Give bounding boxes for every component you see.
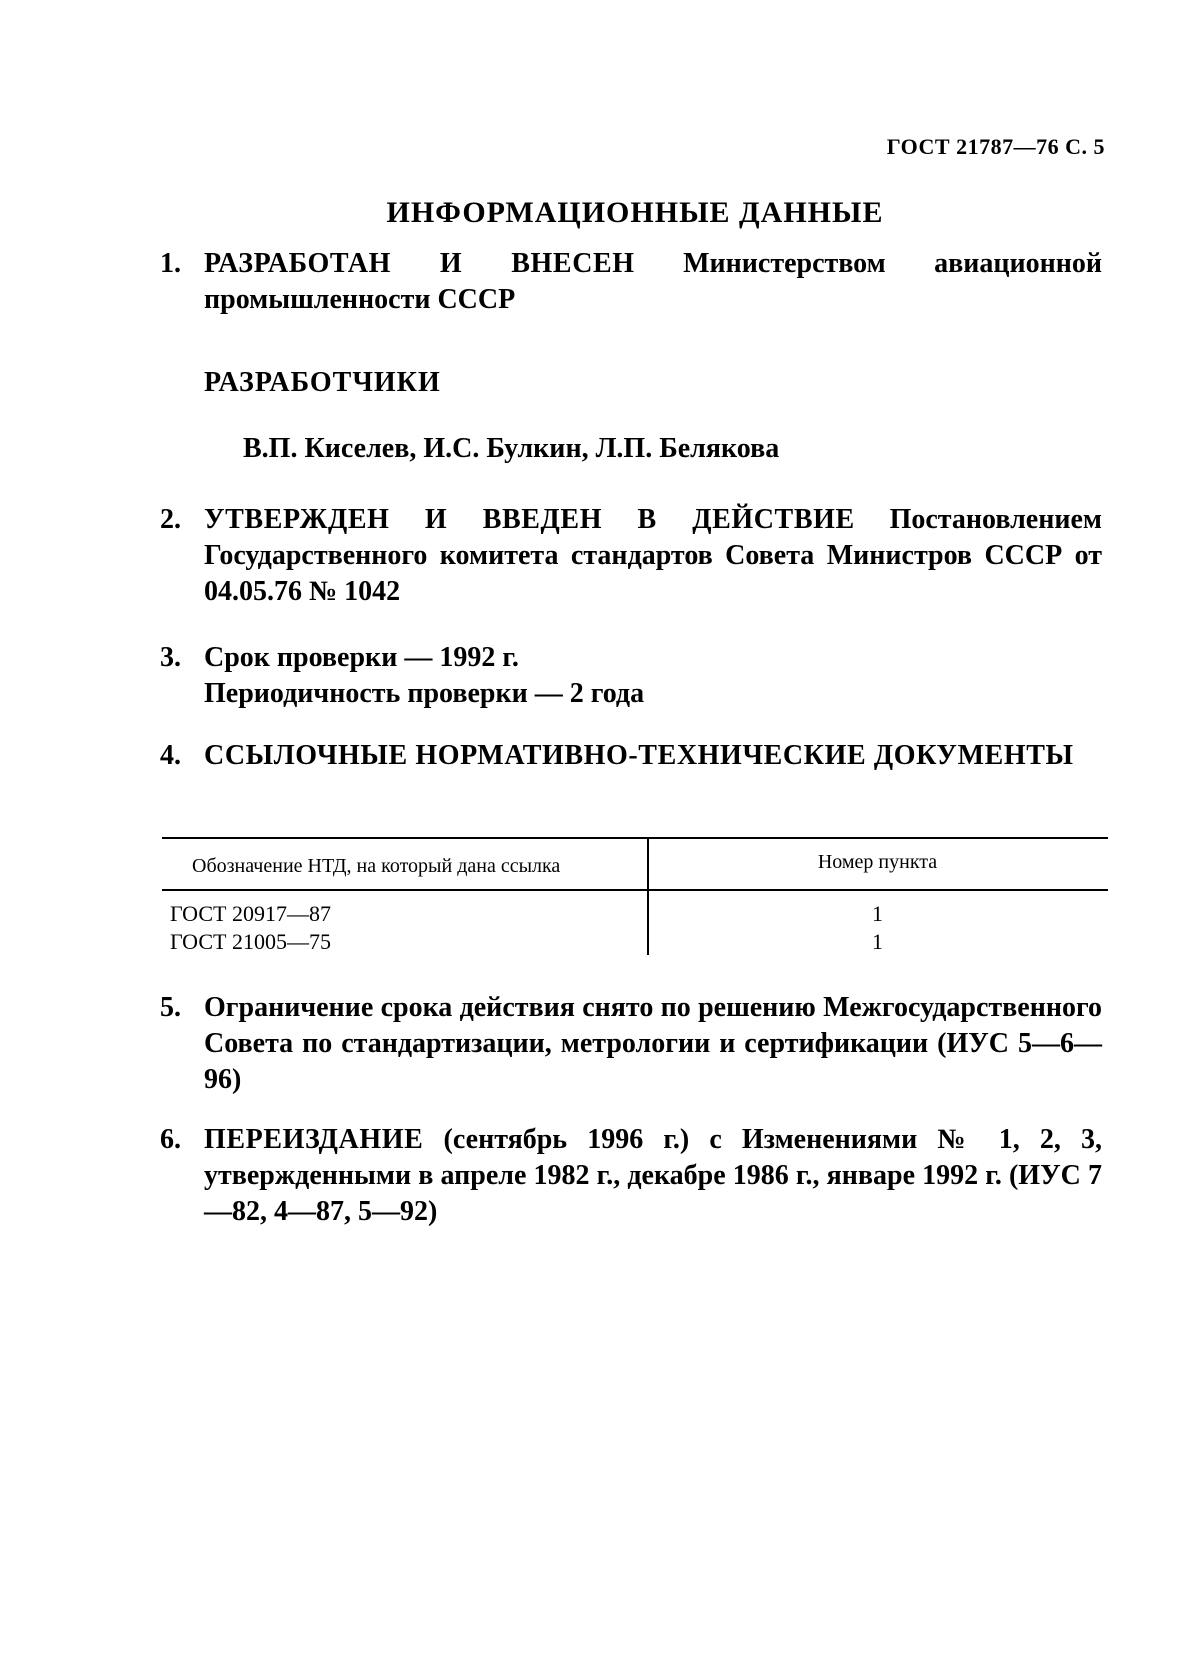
item-number: 2.: [160, 504, 181, 535]
review-date: Срок проверки — 1992 г.: [204, 642, 519, 673]
table-cell-doc: ГОСТ 21005—75: [170, 929, 331, 954]
item-text: Министерством авиационной промышленности СССР: [204, 248, 1103, 315]
table-top-rule: [162, 837, 1108, 839]
item-text: (сентябрь 1996 г.) с Изменениями № 1, 2, 3, утвержденными в апреле 1982 г., декабре 1986 г., январе 1992 г. (ИУС 7—82, 4—87, 5—92): [204, 1124, 1103, 1227]
page-header: ГОСТ 21787—76 С. 5: [886, 134, 1105, 159]
item-number: 5.: [160, 992, 181, 1023]
info-item-2: [160, 502, 1102, 610]
table-cell-doc: ГОСТ 20917—87: [170, 901, 331, 926]
item-number: 4.: [160, 740, 181, 771]
table-cell-clause: 1: [872, 901, 883, 926]
item-number: 1.: [160, 248, 181, 279]
info-item-4: [160, 738, 1102, 774]
item-number: 6.: [160, 1124, 181, 1155]
reference-table: [162, 837, 1108, 955]
info-item-1: [160, 246, 1102, 318]
item-text: Ограничение срока действия снято по решению Межгосударственного Совета по стандартизации, метрологии и сертификации (ИУС 5—6—96): [204, 992, 1102, 1095]
item-caps: ПЕРЕИЗДАНИЕ: [204, 1124, 424, 1155]
info-item-3: [160, 640, 1102, 712]
item-caps: УТВЕРЖДЕН И ВВЕДЕН В ДЕЙСТВИЕ: [204, 504, 855, 535]
developers-names: В.П. Киселев, И.С. Булкин, Л.П. Белякова: [243, 433, 780, 464]
item-caps: ССЫЛОЧНЫЕ НОРМАТИВНО-ТЕХНИЧЕСКИЕ ДОКУМЕНТЫ: [204, 740, 1074, 771]
item-caps: РАЗРАБОТАН И ВНЕСЕН: [204, 248, 635, 279]
info-item-5: [160, 990, 1102, 1098]
item-number: 3.: [160, 642, 181, 673]
info-item-6: [160, 1122, 1102, 1230]
table-header-clause: Номер пункта: [817, 851, 938, 873]
table-cell-clause: 1: [872, 929, 883, 954]
table-header-rule: [162, 889, 1108, 891]
developers-heading: РАЗРАБОТЧИКИ: [204, 367, 441, 398]
review-period: Периодичность проверки — 2 года: [204, 678, 645, 709]
page-title: ИНФОРМАЦИОННЫЕ ДАННЫЕ: [386, 196, 884, 229]
item-text: Постановлением Государственного комитета стандартов Совета Министров СССР от 04.05.76 № 1042: [204, 504, 1102, 607]
table-header-designation: Обозначение НТД, на который дана ссылка: [192, 855, 561, 877]
